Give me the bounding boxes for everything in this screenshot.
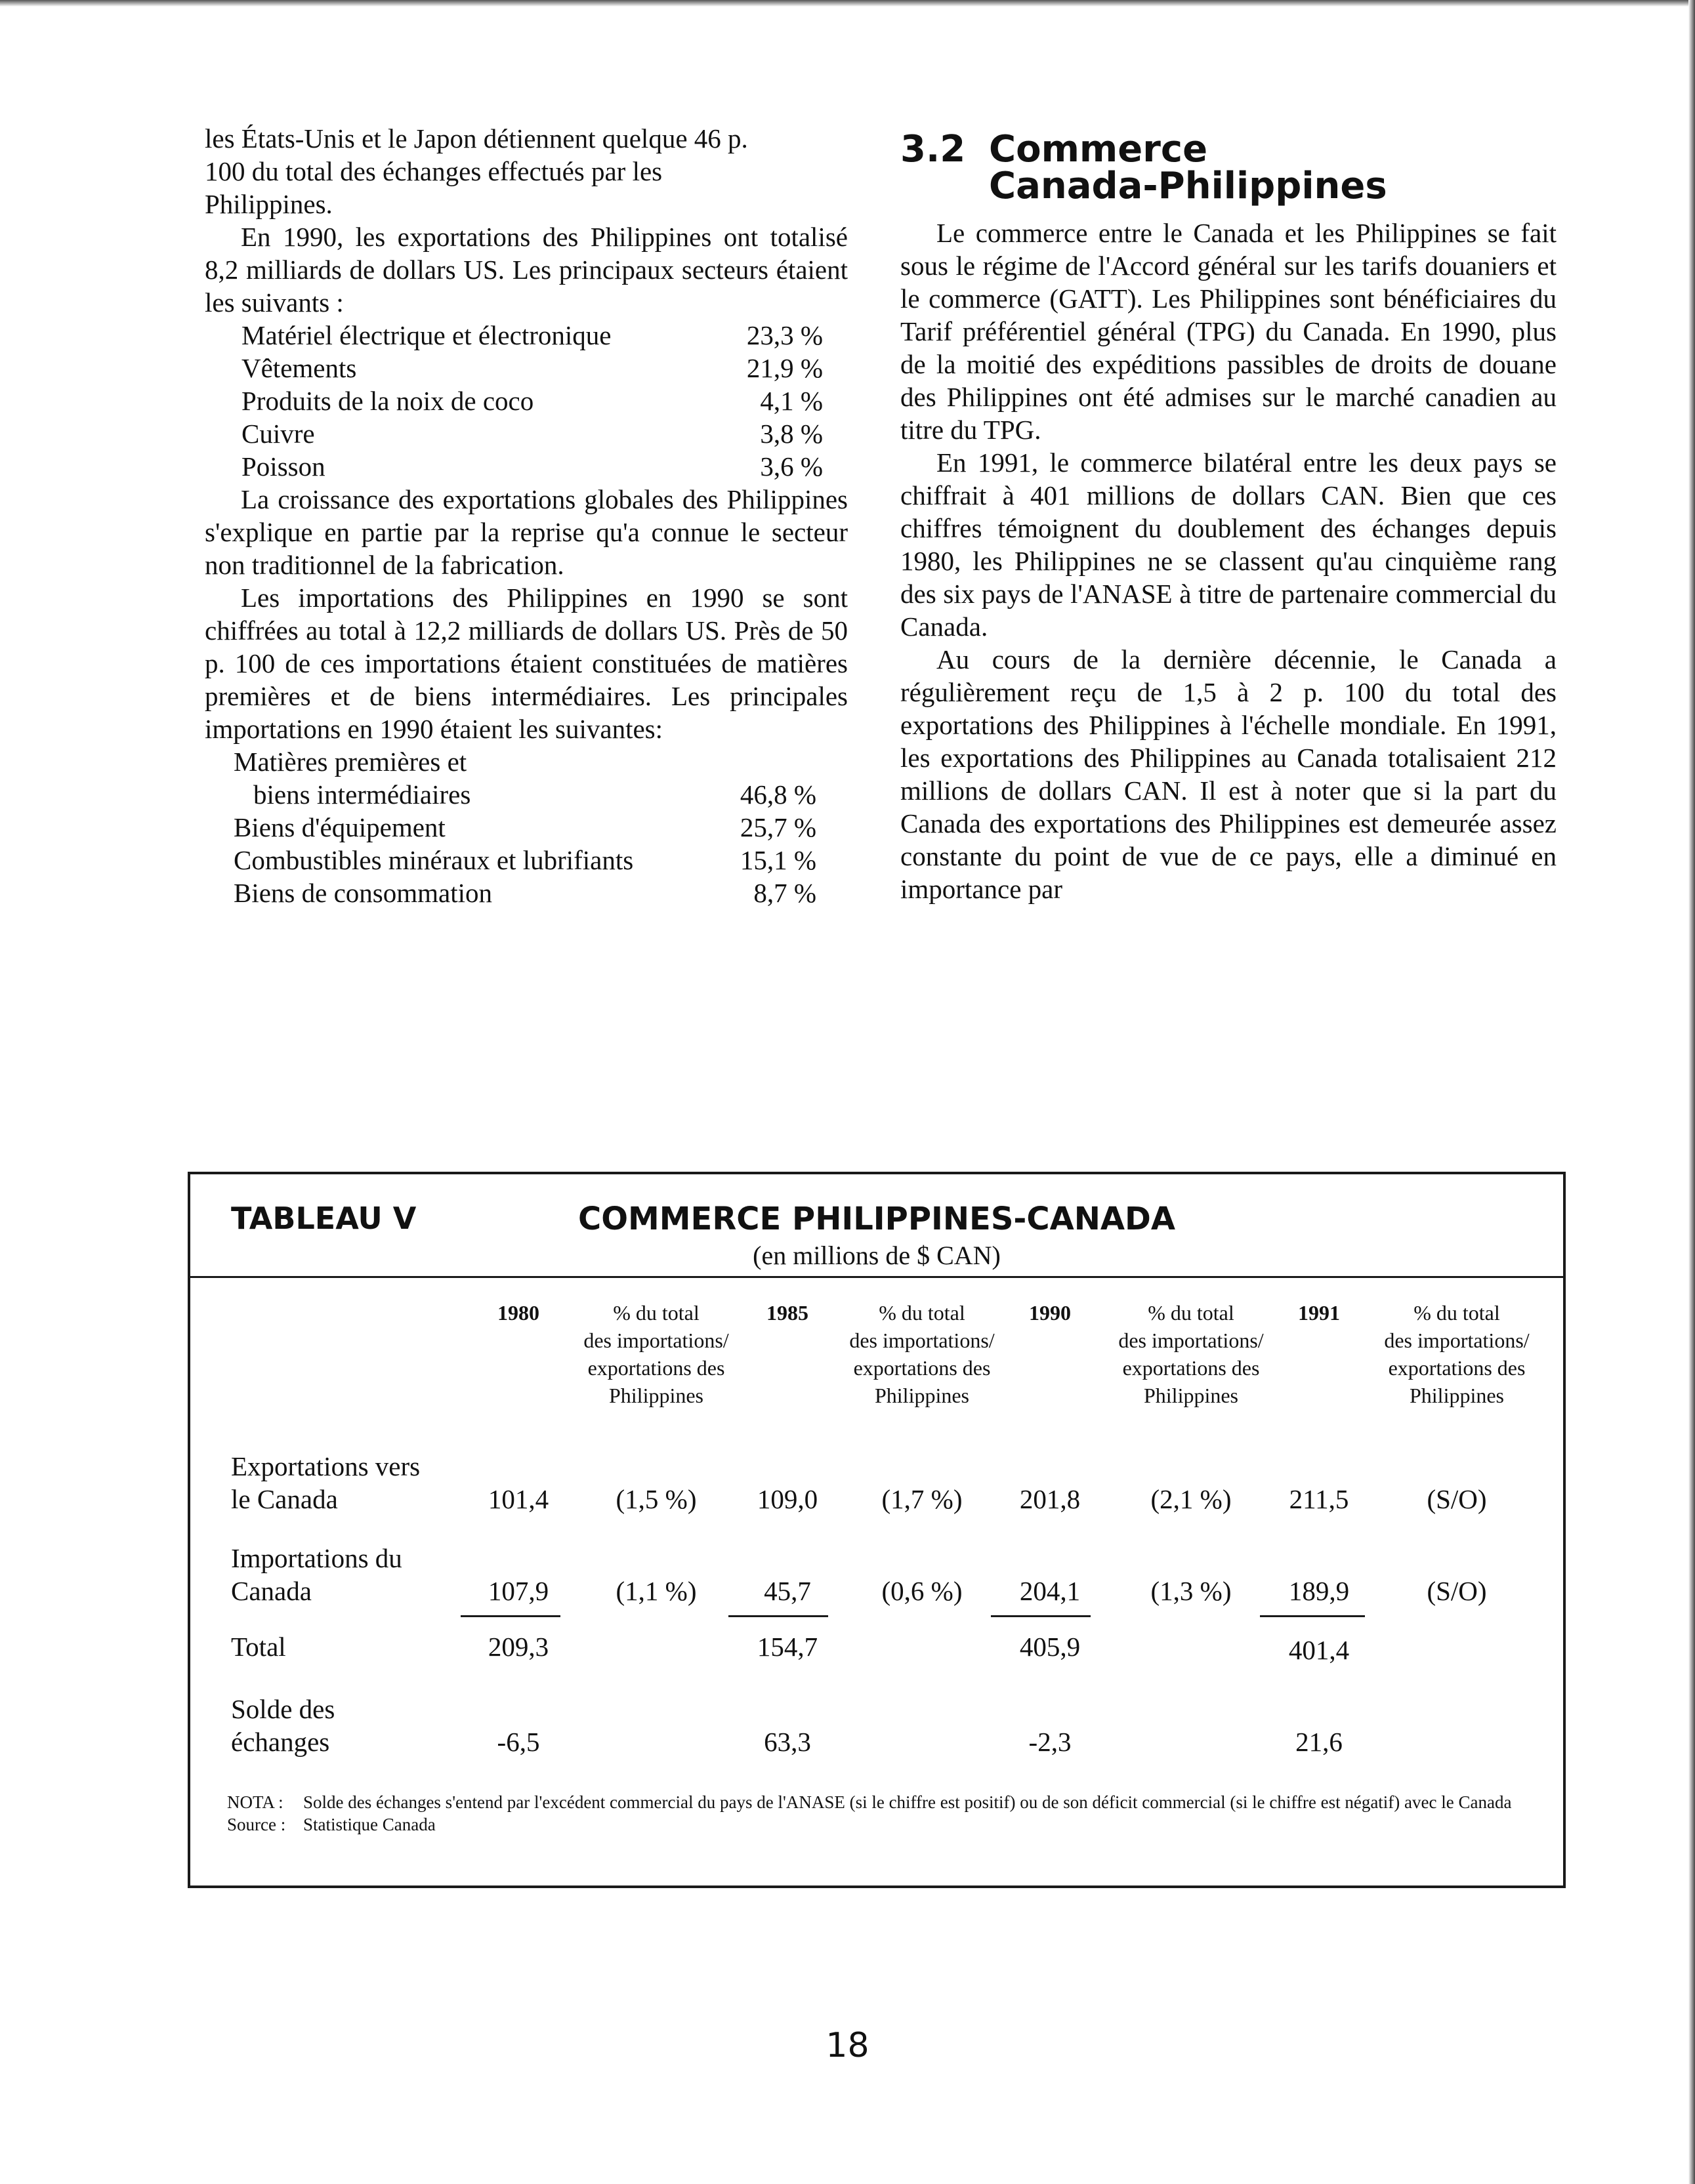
table-cell: 107,9 xyxy=(488,1576,549,1606)
paragraph: Les importations des Philippines en 1990 se sont chiffrées au total à 12,2 milliards de dollars US. Près de 50 p. 100 de ces importations étaient constituées de matières premières et de biens intermédiaires. Les principales importations en 1990 étaient les suivantes: xyxy=(205,583,848,744)
table-cell: (S/O) xyxy=(1427,1484,1487,1514)
table-cell: (0,6 %) xyxy=(881,1576,963,1606)
list-item: Cuivre 3,8 % xyxy=(241,419,823,449)
table-cell: 209,3 xyxy=(488,1632,549,1662)
year-header: 1990 xyxy=(1029,1301,1071,1325)
row-label-total: Total xyxy=(231,1632,286,1662)
list-item: Vêtements 21,9 % xyxy=(241,353,823,383)
section-number: 3.2 xyxy=(900,128,966,171)
table-cell: 211,5 xyxy=(1289,1484,1349,1514)
nota-row xyxy=(227,1791,1533,1813)
section-title-line2: Canada-Philippines xyxy=(989,165,1387,207)
table-cell: 21,6 xyxy=(1295,1727,1343,1757)
table-cell: 405,9 xyxy=(1019,1632,1081,1662)
sum-rule xyxy=(1260,1615,1365,1617)
nota-label: NOTA : xyxy=(227,1792,283,1812)
table-cell: (2,1 %) xyxy=(1150,1484,1232,1514)
imports-list xyxy=(205,745,848,909)
left-column xyxy=(205,122,848,909)
list-item: Matériel électrique et électronique 23,3 % xyxy=(241,320,823,350)
pct-header: % du total des importations/ exportations des Philippines xyxy=(1118,1301,1264,1407)
table-header xyxy=(190,1174,1563,1278)
table-title: COMMERCE PHILIPPINES-CANADA xyxy=(577,1201,1176,1237)
table-cell: 401,4 xyxy=(1288,1635,1350,1665)
paragraph: Le commerce entre le Canada et les Philippines se fait sous le régime de l'Accord général sur les tarifs douaniers et le commerce (GATT). Les Philippines sont bénéficiaires du Tarif préférentiel général (TPG) du Canada. En 1990, plus de la moitié des expéditions passibles de droits de douane des Philippines ont été admises sur le marché canadien au titre du TPG. xyxy=(900,218,1557,445)
table-cell: (1,5 %) xyxy=(616,1484,697,1514)
table-cell: -2,3 xyxy=(1028,1727,1072,1757)
page-number: 18 xyxy=(826,2026,869,2065)
table-subtitle: (en millions de $ CAN) xyxy=(753,1241,1001,1270)
nota-text: Solde des échanges s'entend par l'excédent commercial du pays de l'ANASE (si le chiffre est positif) ou de son déficit commercial (si le chiffre est négatif) avec le Canada xyxy=(303,1792,1512,1812)
list-item: Produits de la noix de coco 4,1 % xyxy=(241,386,823,416)
table-cell: 45,7 xyxy=(764,1576,811,1606)
paragraph: En 1991, le commerce bilatéral entre les deux pays se chiffrait à 401 millions de dollars CAN. Bien que ces chiffres témoignent du doublement des échanges depuis 1980, les Philippines ne se classent qu'au cinquième rang des six pays de l'ANASE à titre de partenaire commercial du Canada. xyxy=(900,447,1557,642)
row-label-balance: Solde des échanges xyxy=(231,1694,335,1757)
source-row xyxy=(227,1813,1533,1836)
right-column xyxy=(900,125,1557,905)
year-header: 1991 xyxy=(1298,1301,1340,1325)
list-item: Poisson 3,6 % xyxy=(241,451,823,482)
sum-rule xyxy=(728,1615,828,1617)
table-cell: 204,1 xyxy=(1019,1576,1081,1606)
year-header: 1980 xyxy=(497,1301,539,1325)
section-title-line1: Commerce xyxy=(989,128,1208,171)
source-text: Statistique Canada xyxy=(303,1815,436,1834)
page-edge-shadow-right xyxy=(1688,0,1695,2184)
list-item: Biens d'équipement 25,7 % xyxy=(234,812,816,842)
page-edge-shadow xyxy=(0,0,1695,7)
exports-list xyxy=(205,319,848,483)
paragraph: les États-Unis et le Japon détiennent quelque 46 p. 100 du total des échanges effectués par les Philippines. xyxy=(205,123,748,219)
sum-rule xyxy=(991,1615,1091,1617)
list-item: Biens de consommation 8,7 % xyxy=(234,878,816,908)
pct-header: % du total des importations/ exportations des Philippines xyxy=(583,1301,729,1407)
table-cell: (1,3 %) xyxy=(1150,1576,1232,1606)
table-cell: (S/O) xyxy=(1427,1576,1487,1606)
table-cell: (1,1 %) xyxy=(616,1576,697,1606)
paragraph: En 1990, les exportations des Philippines ont totalisé 8,2 milliards de dollars US. Les principaux secteurs étaient les suivants : xyxy=(205,222,848,318)
table-cell: (1,7 %) xyxy=(881,1484,963,1514)
trade-table xyxy=(188,1172,1566,1888)
table-cell: 63,3 xyxy=(764,1727,811,1757)
paragraph: La croissance des exportations globales des Philippines s'explique en partie par la reprise qu'a connue le secteur non traditionnel de la fabrication. xyxy=(205,484,848,580)
table-cell: 109,0 xyxy=(757,1484,818,1514)
table-notes xyxy=(227,1791,1533,1836)
source-label: Source : xyxy=(227,1815,286,1834)
pct-header: % du total des importations/ exportations des Philippines xyxy=(1384,1301,1530,1407)
sum-rule xyxy=(461,1615,560,1617)
section-heading xyxy=(900,128,1557,207)
table-cell: 154,7 xyxy=(757,1632,818,1662)
list-item: Combustibles minéraux et lubrifiants 15,1 % xyxy=(234,845,816,875)
row-label-exports: Exportations vers le Canada xyxy=(231,1451,421,1514)
row-label-imports: Importations du Canada xyxy=(231,1543,402,1606)
table-cell: 201,8 xyxy=(1019,1484,1081,1514)
table-label: TABLEAU V xyxy=(231,1201,417,1236)
paragraph: Au cours de la dernière décennie, le Canada a régulièrement reçu de 1,5 à 2 p. 100 du total des exportations des Philippines à l'échelle mondiale. En 1991, les exportations des Philippines au Canada totalisaient 212 millions de dollars CAN. Il est à noter que si la part du Canada des exportations des Philippines est demeurée assez constante du point de vue de ce pays, elle a diminué en importance par xyxy=(900,644,1557,904)
list-item: Matières premières et xyxy=(234,747,467,777)
table-cell: 189,9 xyxy=(1288,1576,1350,1606)
list-item: biens intermédiaires 46,8 % xyxy=(253,779,816,810)
table-cell: -6,5 xyxy=(497,1727,540,1757)
pct-header: % du total des importations/ exportations des Philippines xyxy=(849,1301,995,1407)
table-cell: 101,4 xyxy=(488,1484,549,1514)
year-header: 1985 xyxy=(766,1301,808,1325)
